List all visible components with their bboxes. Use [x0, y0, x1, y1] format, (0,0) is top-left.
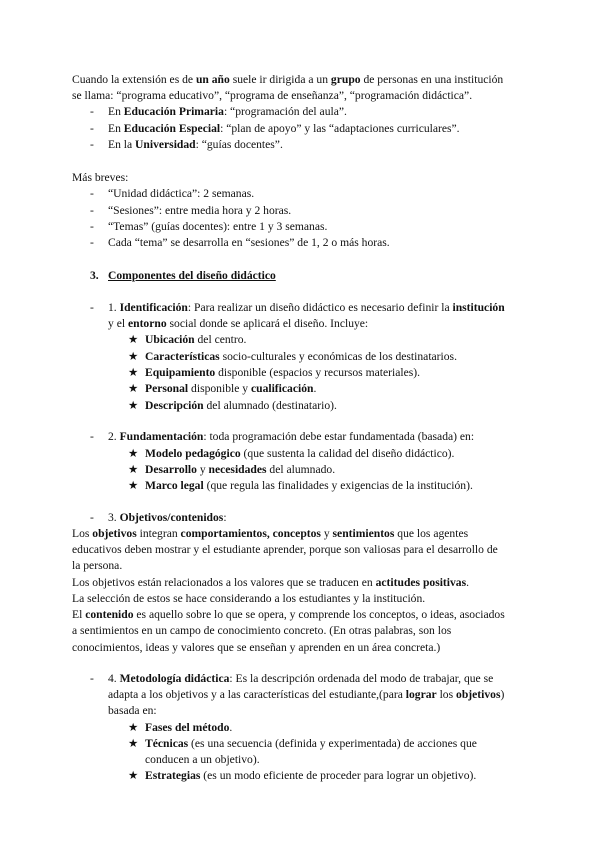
star-icon: ★	[128, 333, 139, 346]
star-icon: ★	[128, 463, 139, 476]
star-icon: ★	[128, 479, 139, 492]
star-icon: ★	[128, 366, 139, 379]
star-icon: ★	[128, 447, 139, 460]
objetivos-paragraph-line: Los objetivos están relacionados a los valores que se traducen en actitudes positivas.	[72, 576, 470, 589]
star-icon: ★	[128, 737, 139, 750]
contenido-paragraph-line: El contenido es aquello sobre lo que se opera, y comprende los conceptos, o ideas, asociados	[72, 608, 505, 621]
objetivos-paragraph-line: educativos deben mostrar y el estudiante aprender, porque son valiosas para el desarrollo de	[72, 543, 498, 556]
star-icon: ★	[128, 399, 139, 412]
star-icon: ★	[128, 350, 139, 363]
contenido-paragraph-line: a sentimientos en un campo de conocimiento concreto. (En otras palabras, son los	[72, 624, 452, 637]
objetivos-paragraph-line: Los objetivos integran comportamientos, conceptos y sentimientos que los agentes	[72, 527, 469, 540]
star-icon: ★	[128, 382, 139, 395]
contenido-paragraph-line: conocimientos, ideas y valores que se enseñan y aprenden en un área concreta.)	[72, 641, 441, 654]
document-page: Cuando la extensión es de un año suele ir dirigida a un grupo de personas en una institución se llama: “programa educativo”, “programa de enseñanza”, “programación didáctica”. - En Educación Primaria: “programación del aula”. - En Educación Especial: “plan de apoyo” y las “adaptaciones curriculares”. - En la Universidad: “guías docentes”. Más breves: - “Unidad didáctica”: 2 semanas. - “Sesiones”: entre media hora y 2 horas. - “Temas” (guías docentes): entre 1 y 3 semanas. - Cada “tema” se desarrolla en “sesiones” de 1, 2 o más horas. 3. Componentes del diseño didáctico - 1. Identificación: Para realizar un diseño didáctico es necesario definir la institución y el entorno social donde se aplicará el diseño. Incluye: ★ Ubicación del centro. ★ Características socio-culturales y económicas de los destinatarios. ★ Equipamiento disponible (espacios y recursos materiales). ★ Personal disponible y cualificación. ★ Descripción del alumnado (destinatario). - 2. Fundamentación: toda programación debe estar fundamentada (basada) en: ★ Modelo pedagógico (que sustenta la calidad del diseño didáctico). ★ Desarrollo y necesidades del alumnado. ★ Marco legal (que regula las finalidades y exigencias de la institución). - 3. Objetivos/contenidos: Los objetivos integran comportamientos, conceptos y sentimientos que los agentes educativos deben mostrar y el estudiante aprender, porque son valiosas para el desarrollo de la persona. Los objetivos están relacionados a los valores que se traducen en actitudes positivas. La selección de estos se hace considerando a los estudiantes y la institución. El contenido es aquello sobre lo que se opera, y comprende los conceptos, o ideas, asociados a sentimientos en un campo de conocimiento concreto. (En otras palabras, son los conocimientos, ideas y valores que se enseñan y aprenden en un área concreta.) - 4. Metodología didáctica: Es la descripción ordenada del modo de trabajar, que se adapta a los objetivos y a las características del estudiante,(para lograr los objetivos) basada en: ★ Fases del método. ★ Técnicas (es una secuencia (definida y experimentada) de acciones que conducen a un objetivo). ★ Estrategias (es un modo eficiente de proceder para lograr un objetivo).	[0, 0, 600, 848]
objetivos-paragraph-line: La selección de estos se hace considerando a los estudiantes y la institución.	[72, 592, 426, 605]
breves-title: Más breves:	[72, 171, 129, 184]
intro-line-1: Cuando la extensión es de un año suele ir dirigida a un grupo de personas en una institución	[72, 73, 504, 86]
objetivos-paragraph-line: la persona.	[72, 559, 123, 572]
star-icon: ★	[128, 721, 139, 734]
star-icon: ★	[128, 769, 139, 782]
intro-line-2: se llama: “programa educativo”, “programa de enseñanza”, “programación didáctica”.	[72, 89, 473, 102]
